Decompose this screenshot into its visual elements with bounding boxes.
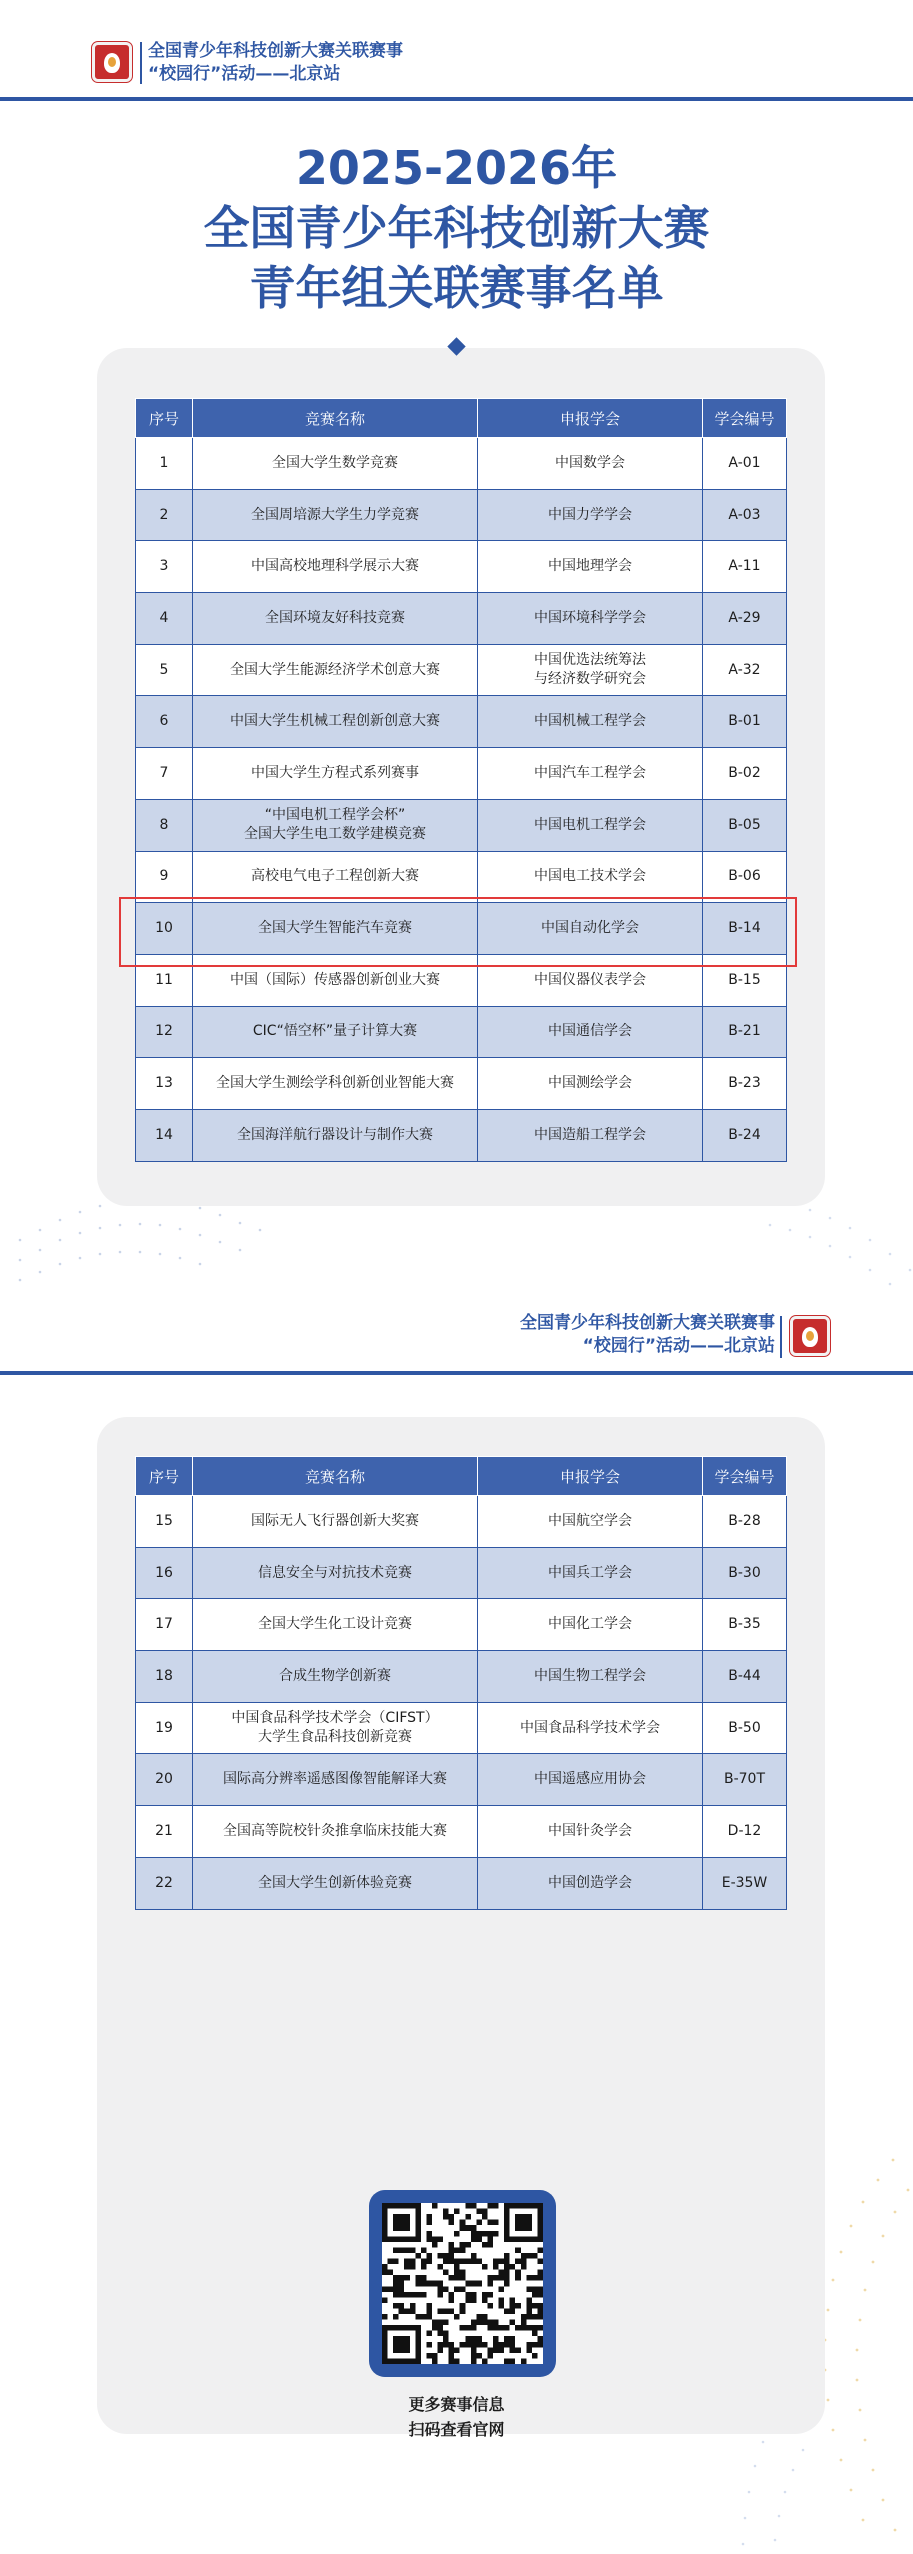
table-row: [136, 799, 787, 851]
cell-society-text: 中国食品科学技术学会: [520, 1719, 660, 1736]
cell-society-text: 中国生物工程学会: [534, 1667, 646, 1684]
cell-code-text: B-24: [728, 1126, 761, 1143]
cell-no-text: 11: [155, 971, 173, 988]
cell-society: [478, 799, 703, 851]
cell-no-text: 10: [155, 920, 173, 937]
cell-no: [136, 1496, 193, 1548]
cell-competition-name: [193, 1547, 478, 1599]
qr-code-icon: [382, 2203, 543, 2364]
table-row: [136, 644, 787, 696]
cell-competition-name-text: 全国大学生电工数学建模竞赛: [244, 826, 426, 843]
cell-society-text: 中国汽车工程学会: [534, 764, 646, 781]
col-header-name: 竞赛名称: [193, 1457, 478, 1496]
cell-code-text: B-02: [728, 764, 761, 781]
cell-code: [703, 1702, 787, 1754]
header-line1: 全国青少年科技创新大赛关联赛事: [148, 41, 403, 61]
cell-no: [136, 1857, 193, 1909]
table-row: [136, 1109, 787, 1161]
cell-competition-name-text: 国际高分辨率遥感图像智能解译大赛: [223, 1771, 447, 1788]
cell-competition-name-text: 中国大学生方程式系列赛事: [251, 764, 419, 781]
col-header-no: 序号: [136, 399, 193, 438]
table-row: [136, 1651, 787, 1703]
header2-line2: “校园行”活动——北京站: [582, 1336, 775, 1356]
cell-competition-name-text: 全国大学生测绘学科创新创业智能大赛: [216, 1075, 454, 1092]
cell-no-text: 20: [155, 1771, 173, 1788]
header-rule-second: [0, 1371, 913, 1375]
cell-society-text: 中国力学学会: [548, 506, 632, 523]
cell-code: [703, 1496, 787, 1548]
cell-competition-name-text: 高校电气电子工程创新大赛: [251, 868, 419, 885]
cell-society-text: 中国化工学会: [548, 1616, 632, 1633]
cell-code-text: B-28: [728, 1512, 761, 1529]
cell-competition-name: [193, 748, 478, 800]
cell-no: [136, 489, 193, 541]
cell-society: [478, 1702, 703, 1754]
cell-competition-name: [193, 489, 478, 541]
cell-society: [478, 1754, 703, 1806]
cell-code-text: B-50: [728, 1719, 761, 1736]
cell-code-text: B-30: [728, 1564, 761, 1581]
title-line3: 青年组关联赛事名单: [249, 261, 664, 315]
cell-competition-name: [193, 541, 478, 593]
cell-code: [703, 1547, 787, 1599]
cell-competition-name: [193, 1754, 478, 1806]
table-row: [136, 1496, 787, 1548]
cell-no: [136, 1547, 193, 1599]
cell-society: [478, 541, 703, 593]
table-row: [136, 696, 787, 748]
cell-society: [478, 644, 703, 696]
cell-competition-name-text: 全国大学生能源经济学术创意大赛: [230, 661, 440, 678]
cell-no-text: 3: [159, 558, 169, 575]
cell-competition-name-text: 合成生物学创新赛: [279, 1667, 391, 1684]
cell-code-text: B-14: [728, 920, 761, 937]
table-row: [136, 1857, 787, 1909]
table-row: [136, 593, 787, 645]
cell-competition-name-text: 全国环境友好科技竞赛: [265, 609, 405, 626]
cell-code-text: B-05: [728, 816, 761, 833]
cell-competition-name: [193, 1806, 478, 1858]
cell-no: [136, 748, 193, 800]
cell-competition-name-text: 信息安全与对抗技术竞赛: [258, 1564, 412, 1581]
cell-code-text: B-35: [728, 1616, 761, 1633]
cell-no: [136, 1754, 193, 1806]
table-row: [136, 1702, 787, 1754]
cell-society-text: 中国优选法统筹法: [534, 652, 646, 669]
cell-competition-name: [193, 1006, 478, 1058]
cell-society-text: 中国针灸学会: [548, 1822, 632, 1839]
cell-code-text: E-35W: [721, 1874, 768, 1891]
cell-no-text: 2: [159, 506, 169, 523]
competition-table-1: [135, 398, 787, 1162]
cell-code-text: B-01: [728, 713, 761, 730]
cell-competition-name-text: 全国大学生创新体验竞赛: [258, 1874, 412, 1891]
cell-competition-name-text: 中国高校地理科学展示大赛: [251, 558, 419, 575]
cell-code-text: A-11: [728, 558, 761, 575]
cell-no: [136, 1058, 193, 1110]
highlight-box-row-10: [119, 897, 797, 967]
cell-society-text: 中国机械工程学会: [534, 713, 646, 730]
contest-logo-icon-2: [790, 1316, 830, 1356]
cell-competition-name: [193, 644, 478, 696]
col-header-name: 竞赛名称: [193, 399, 478, 438]
cell-no: [136, 1702, 193, 1754]
cell-no: [136, 1599, 193, 1651]
cell-no-text: 21: [155, 1822, 173, 1839]
cell-competition-name-text: 大学生食品科技创新竞赛: [258, 1729, 412, 1746]
cell-society: [478, 851, 703, 903]
cell-society-text: 中国通信学会: [548, 1023, 632, 1040]
cell-competition-name-text: “中国电机工程学会杯”: [264, 807, 406, 824]
col-header-society: 申报学会: [478, 1457, 703, 1496]
cell-society-text: 中国遥感应用协会: [534, 1771, 646, 1788]
cell-no-text: 6: [159, 713, 169, 730]
cell-no-text: 19: [155, 1719, 173, 1736]
cell-no: [136, 696, 193, 748]
cell-code: [703, 748, 787, 800]
cell-competition-name-text: 全国海洋航行器设计与制作大赛: [237, 1126, 433, 1143]
table-row: [136, 1806, 787, 1858]
cell-society-text: 中国数学会: [555, 454, 625, 471]
cell-society: [478, 1806, 703, 1858]
cell-code-text: A-32: [728, 661, 761, 678]
cell-no-text: 4: [159, 609, 169, 626]
cell-society-text: 中国创造学会: [548, 1874, 632, 1891]
header-divider: [140, 42, 142, 84]
table-row: [136, 438, 787, 490]
cell-competition-name: [193, 1651, 478, 1703]
cell-no-text: 7: [159, 764, 169, 781]
cell-competition-name-text: 国际无人飞行器创新大奖赛: [251, 1512, 419, 1529]
cell-society: [478, 1109, 703, 1161]
table-row: [136, 1599, 787, 1651]
cell-society-text: 中国地理学会: [548, 558, 632, 575]
cell-code: [703, 1651, 787, 1703]
cell-no-text: 22: [155, 1874, 173, 1891]
cell-code-text: D-12: [727, 1822, 762, 1839]
cell-society: [478, 1857, 703, 1909]
table-row: [136, 489, 787, 541]
header-text: [148, 40, 748, 86]
cell-no: [136, 1109, 193, 1161]
cell-code: [703, 799, 787, 851]
cell-society-text: 与经济数学研究会: [534, 671, 646, 688]
header-line2: “校园行”活动——北京站: [148, 64, 341, 84]
cell-society: [478, 1547, 703, 1599]
page-header-top: [92, 38, 712, 88]
cell-competition-name-text: CIC“悟空杯”量子计算大赛: [252, 1023, 418, 1040]
cell-code: [703, 644, 787, 696]
cell-code: [703, 1599, 787, 1651]
cell-society: [478, 438, 703, 490]
cell-no-text: 14: [155, 1126, 173, 1143]
qr-caption-line1: 更多赛事信息: [408, 2395, 505, 2414]
cell-no: [136, 541, 193, 593]
cell-code: [703, 489, 787, 541]
cell-competition-name: [193, 438, 478, 490]
cell-code-text: B-23: [728, 1075, 761, 1092]
cell-code: [703, 1058, 787, 1110]
cell-no-text: 5: [159, 661, 169, 678]
competition-table-2: [135, 1456, 787, 1910]
cell-society-text: 中国仪器仪表学会: [534, 971, 646, 988]
contest-logo-icon: [92, 42, 132, 82]
qr-caption-line2: 扫码查看官网: [408, 2420, 505, 2439]
cell-competition-name-text: 全国大学生化工设计竞赛: [258, 1616, 412, 1633]
col-header-no: 序号: [136, 1457, 193, 1496]
header2-line1: 全国青少年科技创新大赛关联赛事: [520, 1313, 775, 1333]
header-rule-top: [0, 97, 913, 101]
cell-code-text: B-15: [728, 971, 761, 988]
cell-no-text: 1: [159, 454, 169, 471]
cell-competition-name: [193, 1496, 478, 1548]
table-row: [136, 1547, 787, 1599]
cell-code: [703, 1806, 787, 1858]
cell-no-text: 15: [155, 1512, 173, 1529]
qr-caption: [0, 2392, 913, 2442]
cell-no-text: 13: [155, 1075, 173, 1092]
cell-no: [136, 644, 193, 696]
table-header-row: [136, 1457, 787, 1496]
cell-competition-name-text: 全国大学生数学竞赛: [272, 454, 398, 471]
cell-society: [478, 1651, 703, 1703]
cell-code-text: A-01: [728, 454, 761, 471]
cell-competition-name: [193, 799, 478, 851]
table-row: [136, 1058, 787, 1110]
cell-no-text: 17: [155, 1616, 173, 1633]
cell-no: [136, 1006, 193, 1058]
cell-code-text: B-21: [728, 1023, 761, 1040]
cell-society-text: 中国环境科学学会: [534, 609, 646, 626]
cell-society: [478, 1006, 703, 1058]
cell-competition-name: [193, 1058, 478, 1110]
cell-society-text: 中国电机工程学会: [534, 816, 646, 833]
cell-society: [478, 593, 703, 645]
cell-no-text: 8: [159, 816, 169, 833]
table-row: [136, 851, 787, 903]
table-header-row: [136, 399, 787, 438]
cell-no: [136, 1806, 193, 1858]
page-header-second: [300, 1312, 830, 1362]
cell-no-text: 9: [159, 868, 169, 885]
cell-code: [703, 1857, 787, 1909]
cell-competition-name: [193, 851, 478, 903]
table-row: [136, 748, 787, 800]
cell-society: [478, 1496, 703, 1548]
cell-no-text: 18: [155, 1667, 173, 1684]
cell-code-text: A-03: [728, 506, 761, 523]
cell-competition-name-text: 中国大学生机械工程创新创意大赛: [230, 713, 440, 730]
cell-competition-name-text: 中国（国际）传感器创新创业大赛: [230, 971, 440, 988]
cell-society: [478, 696, 703, 748]
cell-code-text: B-06: [728, 868, 761, 885]
col-header-code: 学会编号: [703, 399, 787, 438]
cell-code: [703, 438, 787, 490]
qr-code-frame[interactable]: [369, 2190, 556, 2377]
cell-society: [478, 1058, 703, 1110]
header-divider-2: [780, 1316, 782, 1358]
cell-competition-name: [193, 696, 478, 748]
table-row: [136, 541, 787, 593]
cell-society: [478, 1599, 703, 1651]
cell-society: [478, 748, 703, 800]
cell-competition-name: [193, 1599, 478, 1651]
cell-no: [136, 1651, 193, 1703]
cell-code: [703, 851, 787, 903]
table-row: [136, 1754, 787, 1806]
cell-competition-name: [193, 1857, 478, 1909]
cell-competition-name-text: 中国食品科学技术学会（CIFST）: [231, 1710, 439, 1727]
cell-code-text: B-70T: [723, 1771, 766, 1788]
cell-no: [136, 799, 193, 851]
cell-no: [136, 438, 193, 490]
col-header-code: 学会编号: [703, 1457, 787, 1496]
cell-no-text: 16: [155, 1564, 173, 1581]
cell-no: [136, 851, 193, 903]
cell-code: [703, 541, 787, 593]
cell-code: [703, 696, 787, 748]
col-header-society: 申报学会: [478, 399, 703, 438]
cell-competition-name: [193, 1702, 478, 1754]
cell-code: [703, 1754, 787, 1806]
cell-competition-name: [193, 593, 478, 645]
cell-code-text: B-44: [728, 1667, 761, 1684]
cell-society-text: 中国造船工程学会: [534, 1126, 646, 1143]
cell-society: [478, 489, 703, 541]
cell-code-text: A-29: [728, 609, 761, 626]
cell-competition-name-text: 全国高等院校针灸推拿临床技能大赛: [223, 1822, 447, 1839]
table-row: [136, 1006, 787, 1058]
cell-code: [703, 593, 787, 645]
title-line1: 2025-2026年: [295, 141, 618, 195]
cell-society-text: 中国测绘学会: [548, 1075, 632, 1092]
title-line2: 全国青少年科技创新大赛: [203, 201, 710, 255]
cell-competition-name-text: 全国大学生智能汽车竞赛: [258, 920, 412, 937]
page-title: [0, 138, 913, 318]
cell-society-text: 中国航空学会: [548, 1512, 632, 1529]
cell-no: [136, 593, 193, 645]
header-text-2: [295, 1312, 775, 1358]
cell-code: [703, 1006, 787, 1058]
cell-competition-name: [193, 1109, 478, 1161]
cell-no-text: 12: [155, 1023, 173, 1040]
cell-society-text: 中国电工技术学会: [534, 868, 646, 885]
cell-society-text: 中国兵工学会: [548, 1564, 632, 1581]
cell-code: [703, 1109, 787, 1161]
cell-society-text: 中国自动化学会: [541, 920, 639, 937]
cell-competition-name-text: 全国周培源大学生力学竞赛: [251, 506, 419, 523]
